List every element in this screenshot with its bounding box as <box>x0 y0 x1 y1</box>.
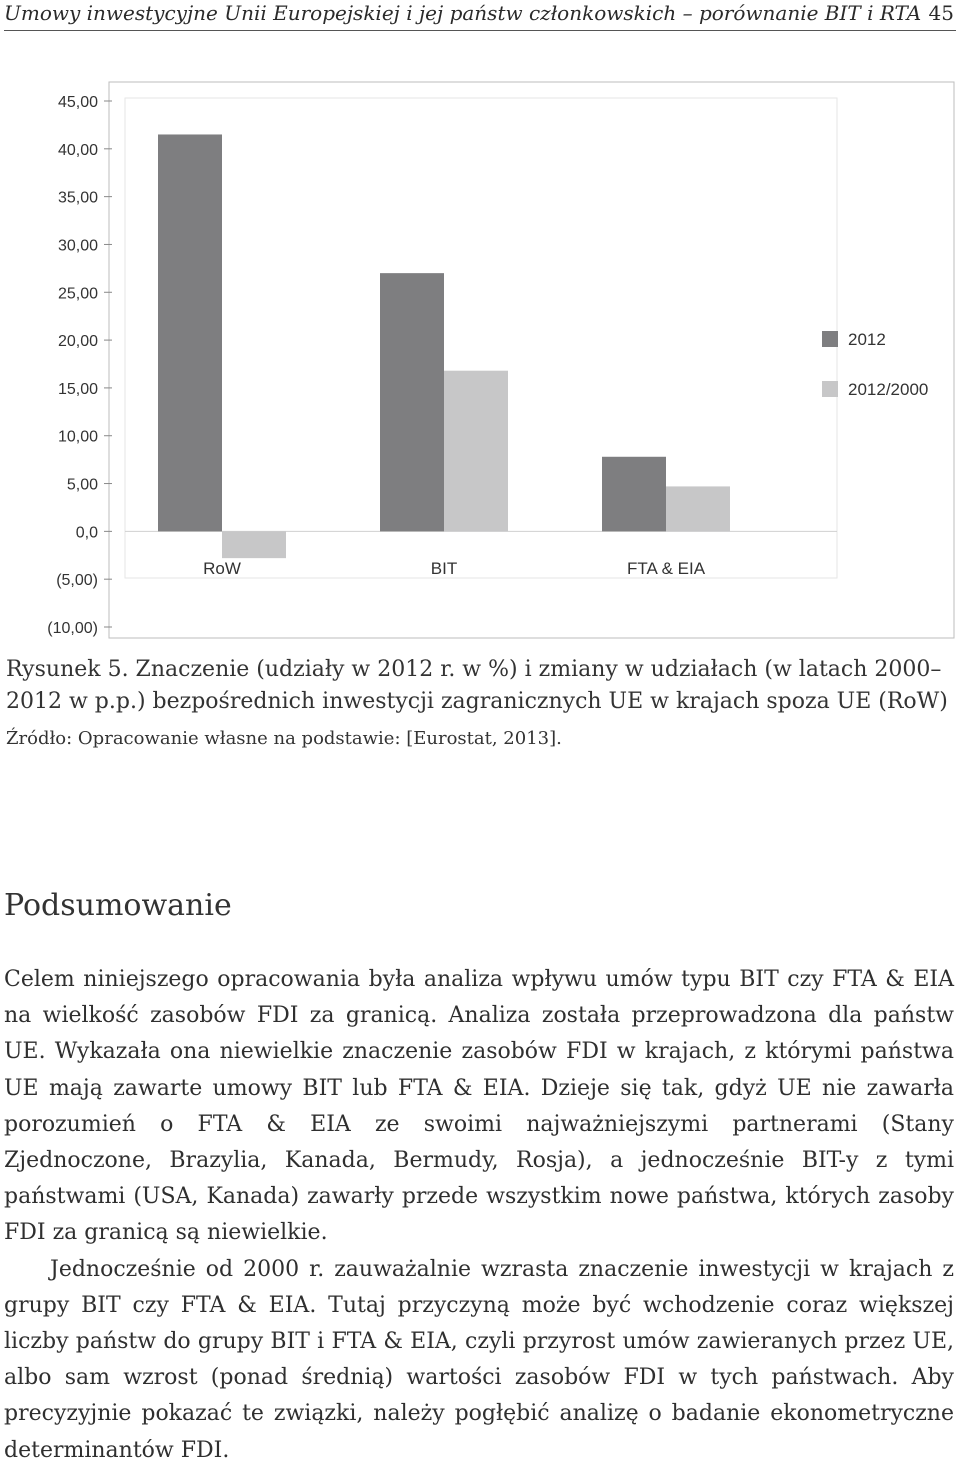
legend-swatch <box>822 381 838 397</box>
y-tick-label: 15,00 <box>57 380 98 398</box>
body-text <box>4 962 954 1469</box>
x-tick-label: RoW <box>203 559 241 578</box>
figure-caption: Rysunek 5. Znaczenie (udziały w 2012 r. w %) i zmiany w udziałach (w latach 2000–2012 w p.p.) bezpośrednich inwestycji zagranicznych UE w krajach spoza UE (RoW) <box>6 657 948 714</box>
bar-row-2012 <box>158 134 222 531</box>
y-tick-label: (5,00) <box>56 572 98 590</box>
y-tick-label: 0,0 <box>75 524 98 542</box>
legend-label: 2012/2000 <box>848 380 929 399</box>
bar-fta-eia-2012 <box>602 457 666 532</box>
bar-fta-eia-2012-2000 <box>666 486 730 531</box>
legend-label: 2012 <box>848 330 886 349</box>
y-tick-label: 5,00 <box>66 476 98 494</box>
bar-bit-2012 <box>380 273 444 531</box>
y-tick-label: 10,00 <box>57 428 98 446</box>
legend-swatch <box>822 331 838 347</box>
y-tick-label: (10,00) <box>47 620 98 637</box>
page-number: 45 <box>928 1 954 25</box>
y-tick-label: 35,00 <box>57 189 98 207</box>
y-tick-label: 20,00 <box>57 333 98 351</box>
bar-chart <box>8 80 956 640</box>
figure <box>8 80 956 640</box>
bar-bit-2012-2000 <box>444 371 508 532</box>
section-heading: Podsumowanie <box>4 888 232 923</box>
figure-source: Źródło: Opracowanie własne na podstawie: [Eurostat, 2013]. <box>6 728 562 749</box>
paragraph: Jednocześnie od 2000 r. zauważalnie wzrasta znaczenie inwestycji w krajach z grupy BIT czy FTA & EIA. Tutaj przyczyną może być wchodzenie coraz większej liczby państw do grupy BIT i FTA & EIA, czyli przyrost umów zawieranych przez UE, albo sam wzrost (ponad średnią) wartości zasobów FDI w tych państwach. Aby precyzyjnie pokazać te związki, należy pogłębić analizę o badanie ekonometryczne determinantów FDI. <box>4 1256 954 1463</box>
bar-row-2012-2000 <box>222 531 286 558</box>
x-tick-label: BIT <box>430 559 458 578</box>
paragraph: Celem niniejszego opracowania była analiza wpływu umów typu BIT czy FTA & EIA na wielkość zasobów FDI za granicą. Analiza została przeprowadzona dla państw UE. Wykazała ona niewielkie znaczenie zasobów FDI w krajach, z którymi państwa UE mają zawarte umowy BIT lub FTA & EIA. Dzieje się tak, gdyż UE nie zawarła porozumień o FTA & EIA ze swoimi najważniejszymi partnerami (Stany Zjednoczone, Brazylia, Kanada, Bermudy, Rosja), a jednocześnie BIT-y z tymi państwami (USA, Kanada) zawarły przede wszystkim nowe państwa, których zasoby FDI za granicą są niewielkie. <box>4 967 954 1246</box>
y-tick-label: 30,00 <box>57 237 98 255</box>
y-tick-label: 40,00 <box>57 141 98 159</box>
running-header <box>4 0 956 31</box>
y-tick-label: 25,00 <box>57 285 98 303</box>
y-tick-label: 45,00 <box>57 94 98 111</box>
x-tick-label: FTA & EIA <box>626 559 706 578</box>
running-title: Umowy inwestycyjne Unii Europejskiej i jej państw członkowskich – porównanie BIT i RTA <box>4 1 922 25</box>
